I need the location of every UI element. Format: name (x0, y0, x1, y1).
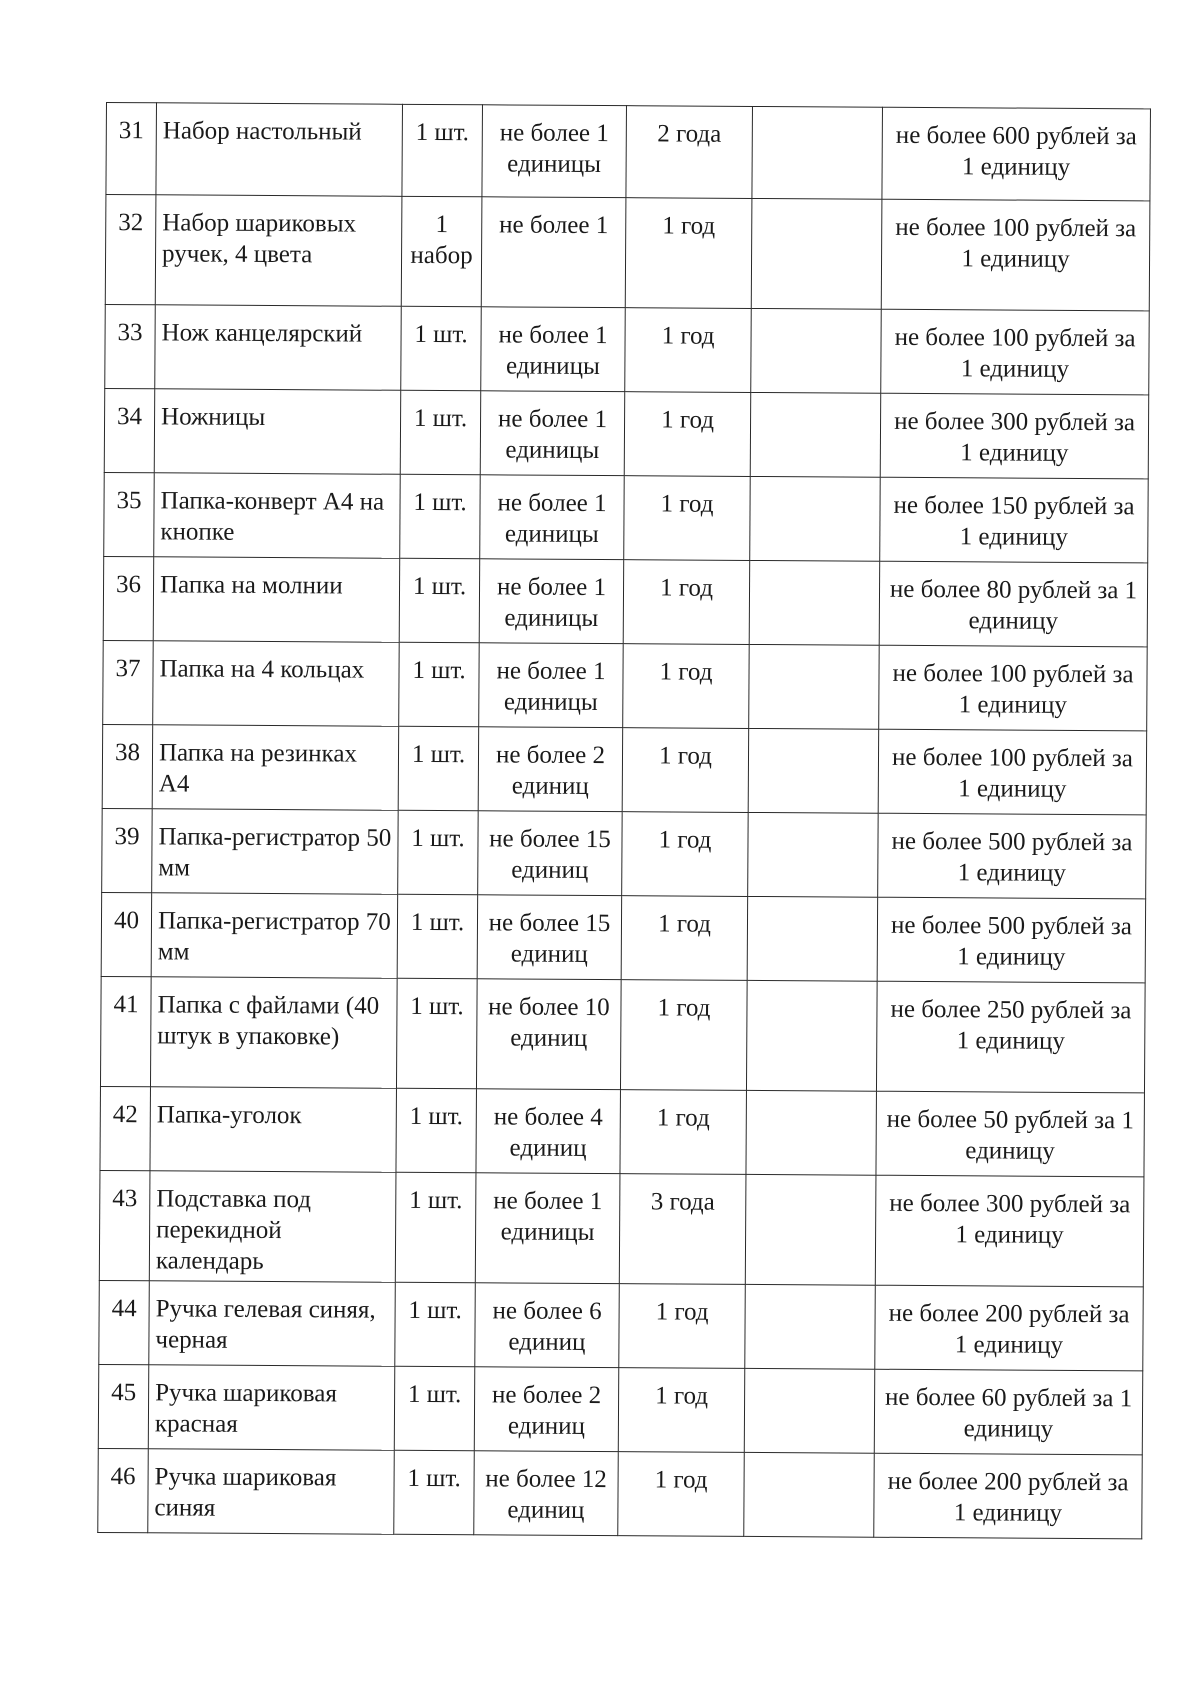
item-quantity-cell (481, 197, 626, 308)
item-extra (757, 489, 874, 490)
row-number-cell (100, 1086, 151, 1170)
item-name-cell (155, 195, 402, 307)
item-term: 1 год (660, 490, 714, 518)
item-price-cell (876, 1091, 1145, 1177)
item-price-cell (874, 1453, 1143, 1539)
item-name: Папка на молнии (159, 571, 343, 600)
item-extra (751, 1465, 868, 1466)
item-unit-cell (396, 1088, 477, 1172)
table-row (102, 808, 1146, 898)
item-price-cell (881, 309, 1150, 395)
item-term: 1 год (660, 574, 714, 602)
item-name: Папка с файлами (40 штук в упаковке) (157, 991, 380, 1051)
row-number: 31 (118, 117, 144, 145)
item-term: 1 год (655, 1382, 709, 1410)
item-unit-cell (398, 810, 479, 894)
item-unit: 1 шт. (407, 1464, 461, 1493)
item-extra (758, 211, 875, 212)
item-extra (752, 1297, 869, 1298)
item-quantity-cell (476, 979, 621, 1090)
item-term-cell (619, 1174, 746, 1285)
item-unit-cell (394, 1366, 475, 1450)
item-extra-cell (749, 644, 880, 729)
table-row (104, 472, 1148, 562)
item-extra-cell (744, 1452, 875, 1537)
item-name-cell (153, 641, 400, 727)
item-quantity-cell (479, 643, 624, 728)
item-term: 3 года (650, 1188, 715, 1216)
item-quantity-cell (474, 1367, 619, 1452)
items-table (97, 102, 1151, 1539)
item-quantity: не более 1 единицы (498, 321, 608, 381)
item-extra (757, 405, 874, 406)
row-number-cell (106, 103, 157, 195)
item-name-cell (155, 305, 402, 391)
item-extra-cell (746, 980, 877, 1091)
row-number: 39 (114, 823, 140, 851)
item-extra-cell (750, 476, 881, 561)
item-name-cell (150, 1087, 397, 1173)
row-number-cell (101, 892, 152, 976)
item-term-cell (622, 812, 749, 897)
item-name: Нож канцелярский (161, 319, 363, 348)
item-extra-cell (745, 1174, 876, 1285)
item-term: 1 год (658, 826, 712, 854)
item-extra-cell (744, 1368, 875, 1453)
table-row (98, 1364, 1142, 1454)
item-name-cell (154, 473, 401, 559)
item-extra (753, 1103, 870, 1104)
item-unit-cell (401, 196, 482, 306)
row-number-cell (102, 808, 153, 892)
item-term-cell (620, 1090, 747, 1175)
item-term: 1 год (661, 322, 715, 350)
row-number-cell (99, 1170, 150, 1280)
item-extra-cell (750, 392, 881, 477)
item-name-cell (148, 1365, 395, 1451)
item-unit-cell (400, 474, 481, 558)
table-row (98, 1448, 1142, 1538)
item-term: 1 год (662, 212, 716, 240)
row-number: 36 (115, 571, 142, 599)
item-quantity-cell (478, 811, 623, 896)
row-number-cell (103, 640, 154, 724)
item-unit-cell (401, 306, 482, 390)
item-unit-cell (394, 1450, 475, 1534)
item-extra (754, 993, 871, 994)
item-extra (751, 1381, 868, 1382)
item-unit: 1 шт. (408, 1296, 462, 1325)
item-extra (758, 321, 875, 322)
item-term-cell (623, 644, 750, 729)
row-number: 44 (111, 1295, 137, 1323)
item-price: не более 100 рублей за 1 единицу (892, 659, 1134, 719)
item-quantity-cell (479, 559, 624, 644)
row-number: 38 (114, 739, 141, 767)
item-name: Ручка шариковая синяя (154, 1463, 337, 1522)
item-quantity: не более 1 единицы (497, 405, 608, 465)
item-unit-cell (396, 978, 477, 1088)
item-unit: 1 шт. (409, 1102, 464, 1131)
row-number-cell (98, 1364, 149, 1448)
item-unit: 1 шт. (407, 1380, 462, 1409)
row-number: 33 (117, 319, 143, 347)
item-quantity: не более 1 единицы (493, 1187, 603, 1247)
item-price-cell (880, 393, 1149, 479)
item-name: Ручка шариковая красная (154, 1379, 337, 1438)
item-price: не более 200 рублей за 1 единицу (887, 1467, 1129, 1527)
item-price-cell (878, 729, 1147, 815)
item-price-cell (879, 645, 1148, 731)
row-number: 43 (112, 1185, 138, 1213)
item-name: Папка-конверт А4 на кнопке (160, 487, 385, 546)
table-row (100, 1086, 1144, 1176)
item-price-cell (875, 1175, 1144, 1287)
item-term-cell (624, 476, 751, 561)
item-term: 2 года (657, 120, 722, 148)
item-unit: 1 шт. (412, 656, 466, 685)
item-name: Ручка гелевая синяя, черная (155, 1295, 376, 1354)
item-term-cell (626, 106, 753, 199)
item-quantity: не более 4 единиц (493, 1103, 603, 1162)
item-price: не более 500 рублей за 1 единицу (891, 827, 1133, 887)
item-quantity: не более 1 (499, 211, 609, 240)
item-unit: 1 шт. (410, 908, 465, 937)
table-row (104, 388, 1148, 478)
item-term: 1 год (661, 406, 715, 434)
item-name: Ножницы (160, 403, 266, 431)
row-number-cell (105, 195, 156, 305)
item-name-cell (154, 389, 401, 475)
item-unit: 1 шт. (411, 740, 466, 769)
item-price: не более 200 рублей за 1 единицу (888, 1299, 1130, 1359)
item-quantity: не более 10 единиц (488, 993, 610, 1052)
item-term-cell (624, 392, 751, 477)
row-number: 34 (116, 403, 143, 431)
row-number-cell (99, 1280, 150, 1364)
item-price: не более 80 рублей за 1 единицу (889, 575, 1138, 635)
item-price: не более 150 рублей за 1 единицу (893, 491, 1135, 551)
item-name: Папка-регистратор 50 мм (158, 823, 392, 882)
row-number-cell (100, 976, 151, 1086)
item-term: 1 год (656, 1104, 710, 1132)
item-extra-cell (745, 1284, 876, 1369)
item-extra-cell (752, 106, 883, 199)
table-row (102, 724, 1146, 814)
item-unit: 1 шт. (413, 404, 468, 433)
item-quantity: не более 15 единиц (488, 909, 611, 968)
item-name-cell (152, 809, 399, 895)
item-name-cell (150, 977, 397, 1089)
item-extra-cell (748, 728, 879, 813)
item-price-cell (880, 477, 1149, 563)
row-number: 40 (113, 907, 140, 935)
row-number: 45 (111, 1379, 137, 1407)
item-name: Папка на 4 кольцах (159, 655, 365, 684)
item-name-cell (151, 893, 398, 979)
row-number-cell (98, 1448, 149, 1532)
item-term: 1 год (659, 658, 713, 686)
item-quantity-cell (475, 1173, 620, 1284)
item-quantity: не более 2 единиц (495, 741, 606, 800)
item-term-cell (622, 728, 749, 813)
item-name: Набор шариковых ручек, 4 цвета (161, 209, 357, 269)
row-number: 32 (118, 209, 144, 237)
item-unit-cell (400, 390, 481, 474)
item-price: не более 100 рублей за 1 единицу (891, 743, 1134, 803)
item-unit-cell (397, 894, 478, 978)
item-unit-cell (399, 558, 480, 642)
item-term-cell (619, 1284, 746, 1369)
item-price-cell (878, 813, 1147, 899)
item-unit: 1 набор (410, 211, 473, 270)
item-term-cell (618, 1452, 745, 1537)
row-number: 42 (112, 1101, 138, 1129)
item-quantity: не более 2 единиц (491, 1381, 602, 1440)
item-name-cell (148, 1449, 395, 1535)
item-price: не более 300 рублей за 1 единицу (889, 1189, 1131, 1249)
row-number: 37 (115, 655, 141, 683)
item-name-cell (152, 725, 399, 811)
item-unit-cell (399, 642, 480, 726)
item-quantity: не более 1 единицы (497, 489, 607, 549)
item-price-cell (874, 1369, 1143, 1455)
items-table-body (98, 103, 1151, 1539)
item-price-cell (882, 107, 1151, 201)
item-quantity-cell (480, 391, 625, 476)
item-extra (756, 573, 873, 574)
item-name: Папка-уголок (156, 1101, 302, 1130)
table-row (103, 640, 1147, 730)
item-name: Подставка под перекидной календарь (155, 1185, 312, 1275)
item-unit-cell (395, 1172, 476, 1282)
item-term-cell (623, 560, 750, 645)
item-term-cell (620, 980, 747, 1091)
row-number: 46 (110, 1463, 136, 1491)
item-price: не более 50 рублей за 1 единицу (886, 1105, 1134, 1165)
item-quantity-cell (480, 475, 625, 560)
item-price: не более 600 рублей за 1 единицу (895, 121, 1137, 181)
row-number: 35 (116, 487, 142, 515)
item-extra (752, 1187, 869, 1188)
item-extra (755, 825, 872, 826)
row-number-cell (103, 556, 154, 640)
item-name: Папка-регистратор 70 мм (157, 907, 391, 966)
item-price-cell (879, 561, 1148, 647)
item-extra-cell (751, 308, 882, 393)
item-price-cell (877, 897, 1146, 983)
table-row (103, 556, 1147, 646)
item-unit: 1 шт. (412, 572, 467, 601)
item-name: Папка на резинках А4 (158, 739, 358, 798)
item-unit: 1 шт. (411, 824, 465, 853)
row-number: 41 (113, 991, 139, 1019)
table-row (100, 976, 1145, 1092)
item-term: 1 год (657, 994, 711, 1022)
item-quantity: не более 6 единиц (492, 1297, 602, 1356)
table-row (99, 1170, 1144, 1286)
item-term: 1 год (657, 910, 712, 938)
item-quantity-cell (477, 895, 622, 980)
item-extra-cell (747, 896, 878, 981)
item-name-cell (153, 557, 400, 643)
row-number-cell (104, 388, 155, 472)
item-quantity-cell (476, 1089, 621, 1174)
item-unit: 1 шт. (413, 488, 467, 517)
item-quantity: не более 1 единицы (499, 119, 609, 179)
item-name: Набор настольный (162, 117, 362, 146)
item-quantity: не более 1 единицы (496, 657, 606, 717)
item-price: не более 100 рублей за 1 единицу (895, 213, 1137, 273)
item-unit-cell (398, 726, 479, 810)
item-term-cell (621, 896, 748, 981)
item-term-cell (625, 198, 752, 309)
item-name-cell (156, 103, 403, 197)
item-unit: 1 шт. (410, 992, 464, 1021)
item-price-cell (875, 1285, 1144, 1371)
table-row (101, 892, 1145, 982)
item-price: не более 500 рублей за 1 единицу (890, 911, 1133, 971)
item-quantity: не более 15 единиц (489, 825, 611, 884)
item-quantity-cell (478, 727, 623, 812)
item-extra (756, 657, 873, 658)
item-unit: 1 шт. (409, 1186, 463, 1215)
item-term-cell (618, 1368, 745, 1453)
item-extra (759, 119, 876, 120)
item-term: 1 год (655, 1298, 709, 1326)
item-extra (755, 741, 872, 742)
item-unit: 1 шт. (414, 320, 468, 349)
item-price-cell (881, 199, 1150, 311)
row-number-cell (102, 724, 153, 808)
item-term-cell (625, 308, 752, 393)
item-extra-cell (748, 812, 879, 897)
item-quantity: не более 1 единицы (496, 573, 607, 633)
item-unit: 1 шт. (415, 118, 470, 147)
item-extra (754, 909, 871, 910)
item-quantity: не более 12 единиц (485, 1465, 607, 1524)
item-extra-cell (749, 560, 880, 645)
item-name-cell (149, 1171, 396, 1283)
item-price: не более 60 рублей за 1 единицу (884, 1383, 1133, 1443)
item-quantity-cell (474, 1451, 619, 1536)
row-number-cell (104, 472, 155, 556)
table-row (99, 1280, 1143, 1370)
item-unit-cell (402, 104, 483, 196)
table-row (105, 195, 1150, 311)
item-unit-cell (395, 1282, 476, 1366)
item-price: не более 300 рублей за 1 единицу (894, 407, 1136, 467)
item-term: 1 год (658, 742, 713, 770)
item-extra-cell (751, 198, 882, 309)
item-extra-cell (746, 1090, 877, 1175)
item-price-cell (876, 981, 1145, 1093)
item-price: не более 250 рублей за 1 единицу (890, 995, 1132, 1055)
item-quantity-cell (475, 1283, 620, 1368)
item-price: не более 100 рублей за 1 единицу (894, 323, 1136, 383)
item-name-cell (149, 1281, 396, 1367)
item-quantity-cell (482, 105, 627, 198)
table-row (105, 304, 1149, 394)
item-term: 1 год (654, 1466, 708, 1494)
item-quantity-cell (481, 307, 626, 392)
table-row (106, 103, 1151, 201)
row-number-cell (105, 304, 156, 388)
